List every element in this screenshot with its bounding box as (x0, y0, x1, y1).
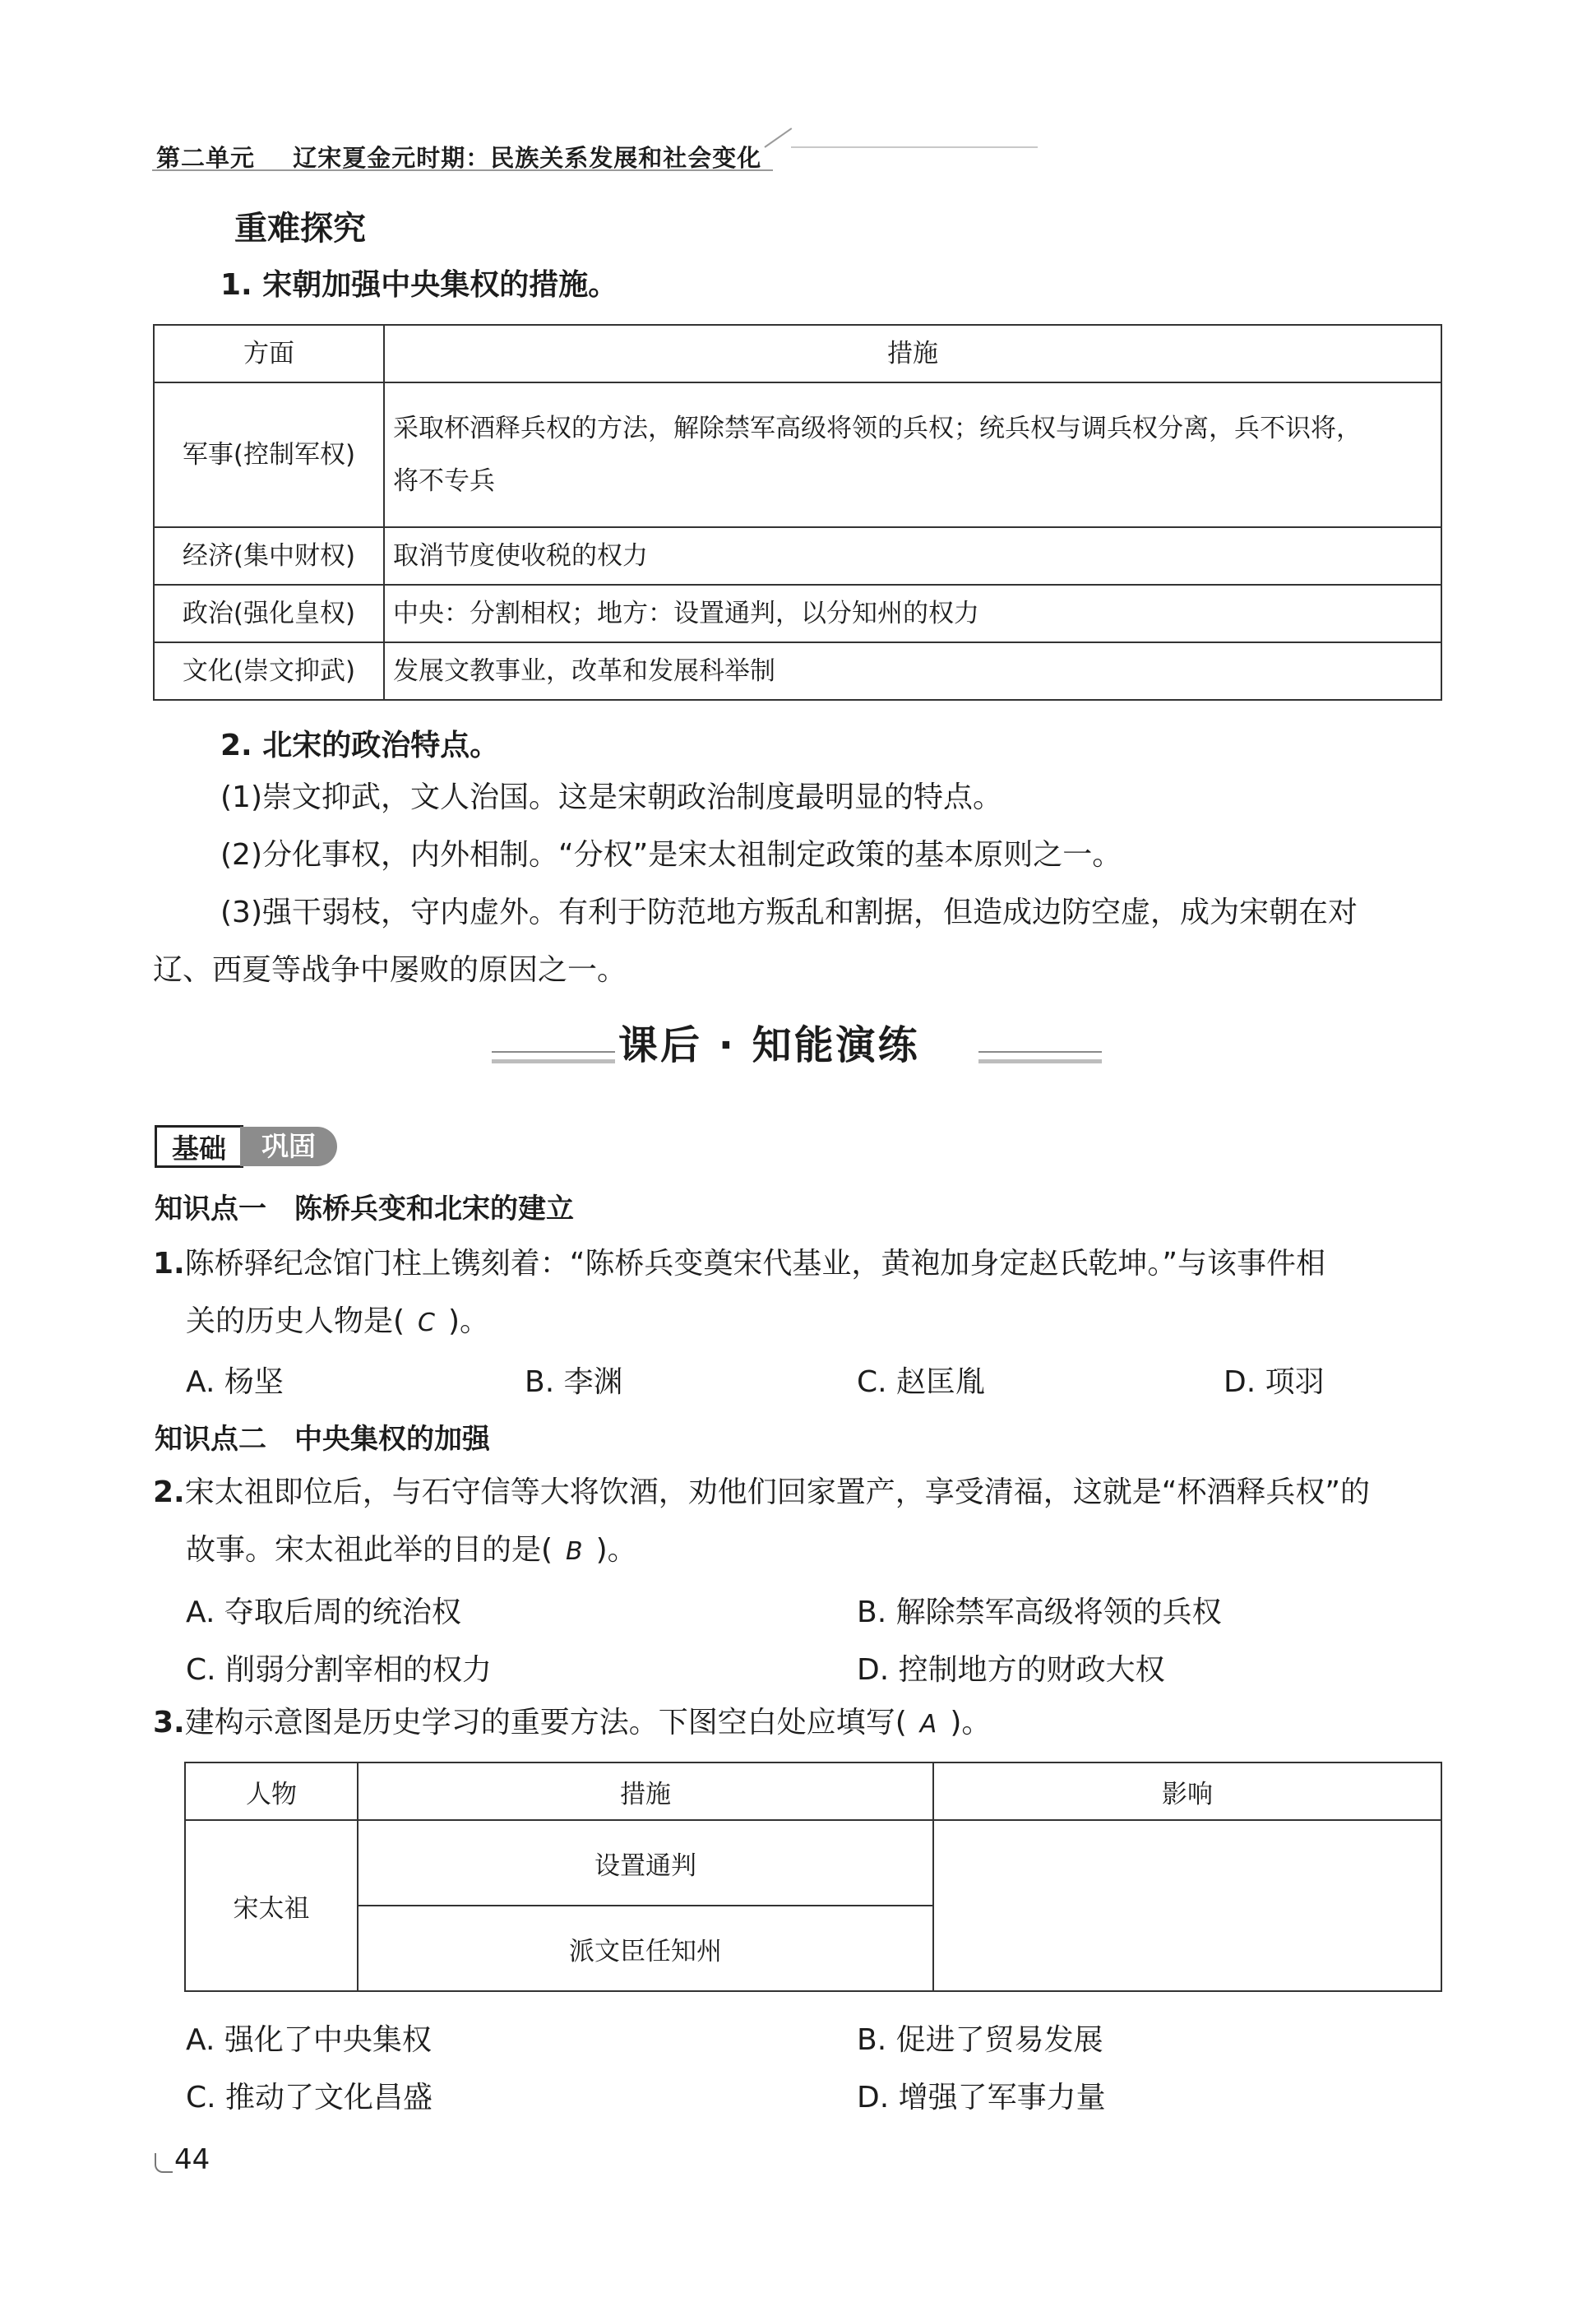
knowledge-point-1: 知识点一 陈桥兵变和北宋的建立 (155, 1193, 574, 1225)
topic1-heading: 1. 宋朝加强中央集权的措施。 (220, 268, 618, 302)
header-measure: 措施 (358, 1762, 933, 1820)
question-number: 3. (153, 1706, 185, 1739)
aspect-cell: 军事(控制军权) (154, 382, 384, 527)
question-text: 关的历史人物是( (186, 1304, 405, 1338)
measure-line: 采取杯酒释兵权的方法，解除禁军高级将领的兵权；统兵权与调兵权分离，兵不识将， (393, 414, 1362, 443)
question-text: 故事。宋太祖此举的目的是( (186, 1533, 553, 1567)
section-title: 重难探究 (234, 210, 366, 248)
header-effect: 影响 (933, 1762, 1441, 1820)
banner-line-right (978, 1051, 1102, 1053)
topic2-heading: 2. 北宋的政治特点。 (220, 729, 500, 762)
unit-label: 第二单元 (156, 144, 256, 172)
question-1-line1 (153, 1235, 1325, 1293)
option-a: A. 强化了中央集权 (186, 2023, 432, 2057)
table-row (154, 382, 1441, 527)
measure-cell (384, 382, 1441, 527)
measure-cell: 中央：分割相权；地方：设置通判，以分知州的权力 (384, 585, 1441, 642)
header-top-rule (791, 146, 1038, 148)
section-banner: 课后 · 知能演练 (618, 1022, 920, 1068)
table-row (154, 527, 1441, 585)
question-2-line1 (153, 1464, 1370, 1522)
question-text: )。 (595, 1533, 637, 1567)
measure-cell: 发展文教事业，改革和发展科举制 (384, 642, 1441, 700)
banner-line-left (492, 1051, 615, 1053)
question-number: 1. (153, 1247, 185, 1281)
unit-header (156, 140, 761, 174)
option-b: B. 李渊 (525, 1365, 623, 1399)
question-1-line2 (186, 1293, 489, 1352)
table-header-measure: 措施 (384, 325, 1441, 382)
banner-line-left-thick (492, 1059, 615, 1063)
measure-cell: 取消节度使收税的权力 (384, 527, 1441, 585)
answer-mark: B (566, 1537, 583, 1566)
table-header-aspect: 方面 (154, 325, 384, 382)
option-a: A. 夺取后周的统治权 (186, 1596, 461, 1629)
option-d: D. 控制地方的财政大权 (857, 1653, 1165, 1687)
tag-part2: 巩固 (240, 1127, 337, 1166)
table-row (185, 1820, 1441, 1906)
aspect-cell: 经济(集中财权) (154, 527, 384, 585)
question-text: )。 (950, 1706, 992, 1739)
question-2-line2 (186, 1522, 637, 1581)
knowledge-point-2: 知识点二 中央集权的加强 (155, 1423, 490, 1456)
aspect-cell: 文化(崇文抑武) (154, 642, 384, 700)
option-a: A. 杨坚 (186, 1365, 284, 1399)
measure-cell: 设置通判 (358, 1820, 933, 1906)
question-number: 2. (153, 1475, 185, 1509)
measure-line: 将不专兵 (393, 466, 495, 496)
question-text: 宋太祖即位后，与石守信等大将饮酒，劝他们回家置产，享受清福，这就是“杯酒释兵权”的 (184, 1475, 1371, 1509)
person-cell: 宋太祖 (185, 1820, 358, 1991)
table-header-row (154, 325, 1441, 382)
answer-mark: A (919, 1710, 937, 1739)
header-slant (764, 127, 792, 148)
topic2-point: (2)分化事权，内外相制。“分权”是宋太祖制定政策的基本原则之一。 (220, 838, 1122, 872)
question-text: )。 (448, 1304, 490, 1338)
diagram-table (184, 1762, 1442, 1992)
effect-blank-cell (933, 1820, 1441, 1991)
option-d: D. 项羽 (1224, 1365, 1325, 1399)
unit-title: 辽宋夏金元时期：民族关系发展和社会变化 (293, 144, 762, 172)
table-row (154, 642, 1441, 700)
measures-table (153, 324, 1442, 701)
aspect-cell: 政治(强化皇权) (154, 585, 384, 642)
topic2-point: (3)强干弱枝，守内虚外。有利于防范地方叛乱和割据，但造成边防空虚，成为宋朝在对 (220, 896, 1358, 929)
topic2-point: (1)崇文抑武，文人治国。这是宋朝政治制度最明显的特点。 (220, 780, 1002, 814)
page-number-mark (155, 2153, 173, 2173)
table-row (154, 585, 1441, 642)
question-text: 建构示意图是历史学习的重要方法。下图空白处应填写( (184, 1706, 907, 1739)
header-person: 人物 (185, 1762, 358, 1820)
header-rule (152, 169, 773, 171)
answer-mark: C (418, 1309, 435, 1337)
measure-cell: 派文臣任知州 (358, 1906, 933, 1991)
table-header-row (185, 1762, 1441, 1820)
option-b: B. 促进了贸易发展 (857, 2023, 1103, 2057)
option-c: C. 赵匡胤 (857, 1365, 986, 1399)
tag-part1: 基础 (155, 1125, 243, 1168)
topic2-point-cont: 辽、西夏等战争中屡败的原因之一。 (153, 953, 627, 987)
question-text: 陈桥驿纪念馆门柱上镌刻着：“陈桥兵变奠宋代基业，黄袍加身定赵氏乾坤。”与该事件相 (184, 1247, 1326, 1281)
question-3-line1 (153, 1694, 991, 1753)
option-c: C. 削弱分割宰相的权力 (186, 1653, 493, 1687)
option-c: C. 推动了文化昌盛 (186, 2081, 433, 2115)
banner-line-right-thick (978, 1059, 1102, 1063)
option-b: B. 解除禁军高级将领的兵权 (857, 1596, 1222, 1629)
option-d: D. 增强了军事力量 (857, 2081, 1106, 2115)
page-number: 44 (174, 2143, 210, 2176)
